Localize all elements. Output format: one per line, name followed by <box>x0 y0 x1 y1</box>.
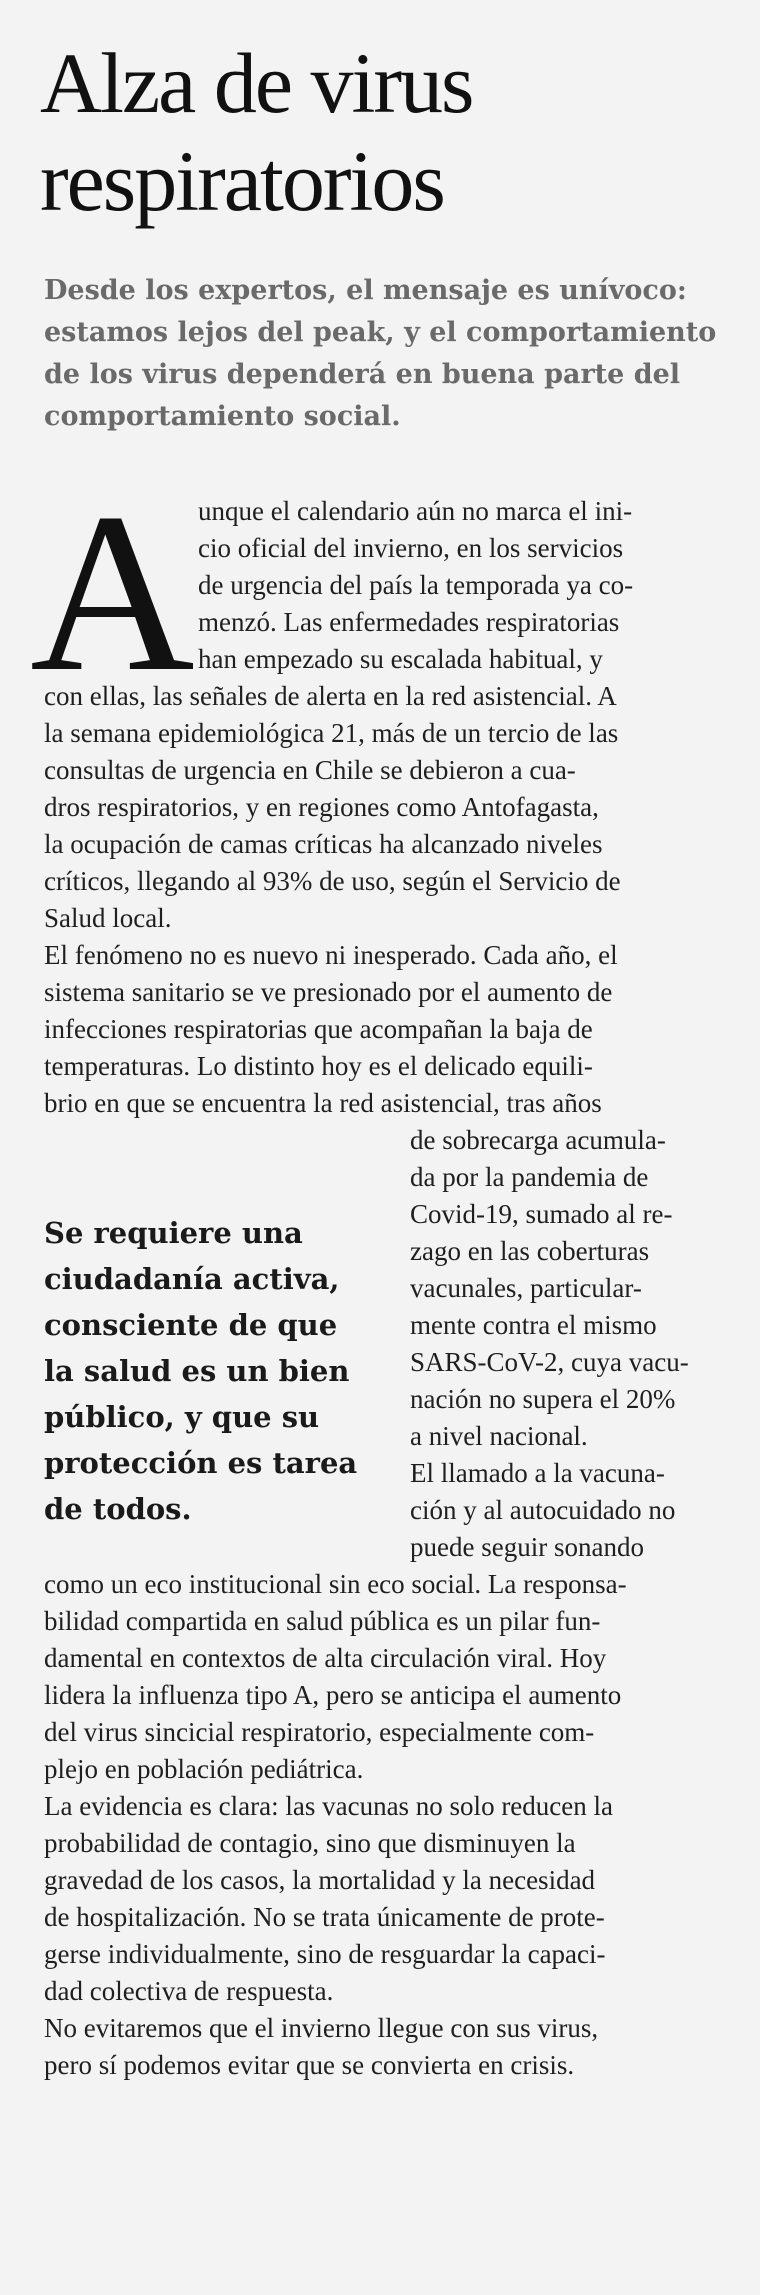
body-line: SARS-CoV-2, cuya vacu- <box>410 1347 689 1377</box>
paragraph-1 <box>44 678 734 937</box>
body-line: menzó. Las enfermedades respiratorias <box>198 607 620 637</box>
body-line: a nivel nacional. <box>410 1421 588 1451</box>
body-line: zago en las coberturas <box>410 1236 650 1266</box>
pull-quote-line: Se requiere una <box>44 1216 303 1250</box>
body-line: pero sí podemos evitar que se convierta en crisis. <box>44 2050 575 2080</box>
body-line: El llamado a la vacuna- <box>410 1458 665 1488</box>
body-line: dros respiratorios, y en regiones como Antofagasta, <box>44 792 599 822</box>
dek-line: comportamiento social. <box>44 401 401 432</box>
paragraph-4 <box>44 1788 734 2010</box>
body-line: gravedad de los casos, la mortalidad y la necesidad <box>44 1865 596 1895</box>
dek-line: Desde los expertos, el mensaje es unívoco: <box>44 275 687 306</box>
body-line: de hospitalización. No se trata únicamente de prote- <box>44 1902 605 1932</box>
body-line: de sobrecarga acumula- <box>410 1125 666 1155</box>
body-line: temperaturas. Lo distinto hoy es el delicado equili- <box>44 1051 593 1081</box>
paragraph-2 <box>44 937 734 1122</box>
body-line: dad colectiva de respuesta. <box>44 1976 334 2006</box>
body-line: plejo en población pediátrica. <box>44 1754 364 1784</box>
pull-quote-line: la salud es un bien <box>44 1354 350 1388</box>
pull-quote-line: de todos. <box>44 1492 192 1526</box>
body-line: cio oficial del invierno, en los servicios <box>198 533 624 563</box>
paragraph-3 <box>44 1566 734 1788</box>
headline <box>40 34 740 230</box>
paragraph-2-narrow <box>410 1122 732 1455</box>
pull-quote-line: público, y que su <box>44 1400 320 1434</box>
body-line: como un eco institucional sin eco social. La responsa- <box>44 1569 627 1599</box>
subheading-dek <box>44 270 734 438</box>
body-line: vacunales, particular- <box>410 1273 642 1303</box>
body-line: infecciones respiratorias que acompañan la baja de <box>44 1014 593 1044</box>
body-line: bilidad compartida en salud pública es un pilar fun- <box>44 1606 601 1636</box>
body-line: da por la pandemia de <box>410 1162 649 1192</box>
body-line: Covid-19, sumado al re- <box>410 1199 673 1229</box>
body-line: con ellas, las señales de alerta en la red asistencial. A <box>44 681 617 711</box>
body-line: del virus sincicial respiratorio, especialmente com- <box>44 1717 595 1747</box>
body-line: No evitaremos que el invierno llegue con sus virus, <box>44 2013 599 2043</box>
body-line: sistema sanitario se ve presionado por el aumento de <box>44 977 613 1007</box>
body-line: mente contra el mismo <box>410 1310 657 1340</box>
body-line: de urgencia del país la temporada ya co- <box>198 570 634 600</box>
body-line: ción y al autocuidado no <box>410 1495 676 1525</box>
body-line: El fenómeno no es nuevo ni inesperado. Cada año, el <box>44 940 618 970</box>
body-line: unque el calendario aún no marca el ini- <box>198 496 633 526</box>
body-line: Salud local. <box>44 903 172 933</box>
body-line: la ocupación de camas críticas ha alcanzado niveles <box>44 829 603 859</box>
body-line: consultas de urgencia en Chile se debieron a cua- <box>44 755 576 785</box>
body-line: lidera la influenza tipo A, pero se anticipa el aumento <box>44 1680 622 1710</box>
paragraph-3-narrow <box>410 1455 732 1566</box>
pull-quote <box>44 1210 384 1532</box>
drop-cap: A <box>30 467 195 719</box>
dek-line: estamos lejos del peak, y el comportamiento <box>44 317 717 348</box>
body-line: brio en que se encuentra la red asistencial, tras años <box>44 1088 602 1118</box>
pull-quote-line: protección es tarea <box>44 1446 358 1480</box>
pull-quote-line: ciudadanía activa, <box>44 1262 340 1296</box>
pull-quote-line: consciente de que <box>44 1308 338 1342</box>
paragraph-5 <box>44 2010 734 2084</box>
body-line: la semana epidemiológica 21, más de un tercio de las <box>44 718 619 748</box>
body-line: probabilidad de contagio, sino que disminuyen la <box>44 1828 576 1858</box>
body-line: nación no supera el 20% <box>410 1384 676 1414</box>
body-line: La evidencia es clara: las vacunas no solo reducen la <box>44 1791 613 1821</box>
body-line: gerse individualmente, sino de resguardar la capaci- <box>44 1939 606 1969</box>
body-line: puede seguir sonando <box>410 1532 644 1562</box>
body-line: críticos, llegando al 93% de uso, según el Servicio de <box>44 866 621 896</box>
headline-line: Alza de virus <box>40 35 473 131</box>
headline-line: respiratorios <box>40 133 444 229</box>
body-line: han empezado su escalada habitual, y <box>198 644 603 674</box>
paragraph-intro <box>198 493 730 678</box>
dek-line: de los virus dependerá en buena parte del <box>44 359 681 390</box>
body-line: damental en contextos de alta circulación viral. Hoy <box>44 1643 607 1673</box>
